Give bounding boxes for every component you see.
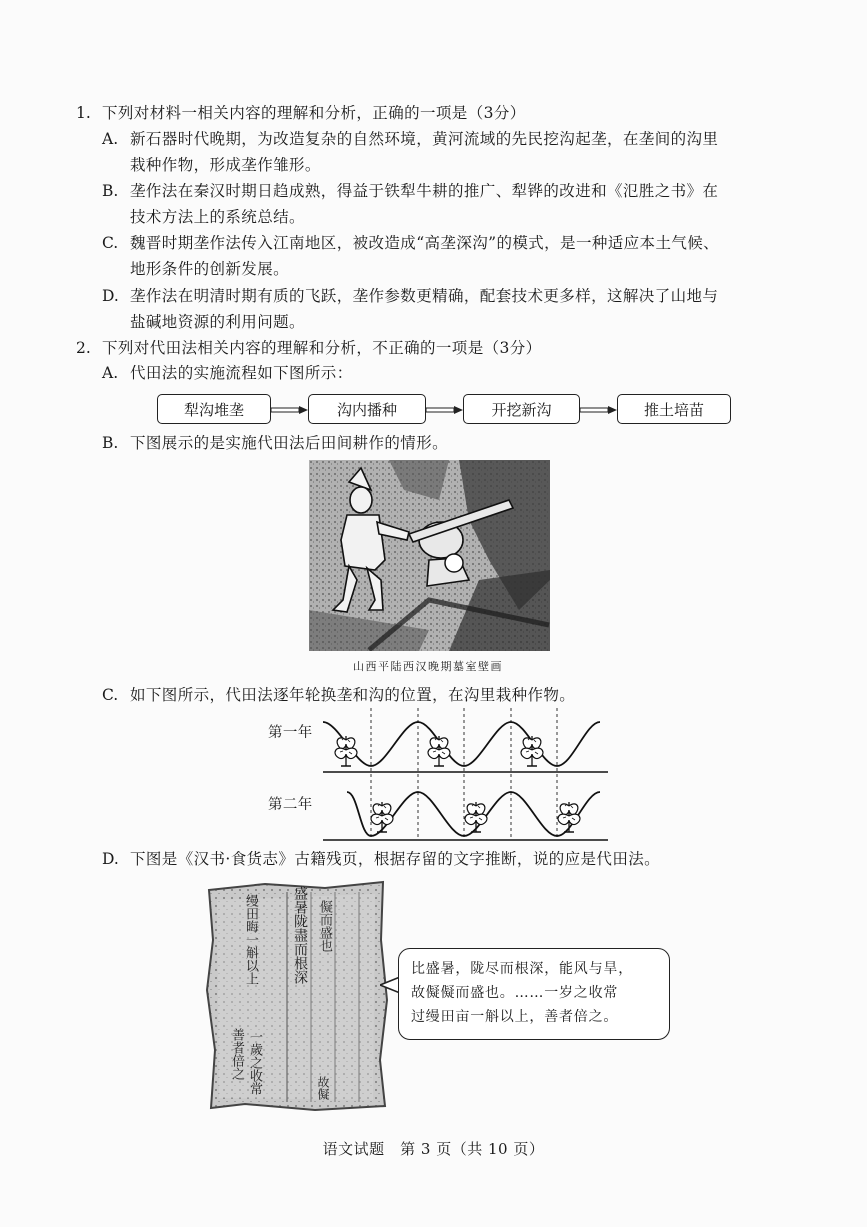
q1-option-a-line1: 新石器时代晚期，为改造复杂的自然环境，黄河流域的先民挖沟起垄，在垄间的沟里 xyxy=(130,130,719,148)
q1-option-c-line2: 地形条件的创新发展。 xyxy=(130,260,290,278)
q2-option-a-text: 代田法的实施流程如下图所示： xyxy=(130,364,353,382)
year2-label: 第二年 xyxy=(268,797,313,813)
flow-step-1: 犁沟堆垄 xyxy=(157,394,271,424)
ridge-furrow-diagram xyxy=(318,708,608,846)
flow-step-3: 开挖新沟 xyxy=(463,394,580,424)
mural-caption: 山西平陆西汉晚期墓室壁画 xyxy=(353,660,503,673)
q2-number: 2. xyxy=(76,339,91,357)
q2-option-d-text: 下图是《汉书·食货志》古籍残页，根据存留的文字推断，说的应是代田法。 xyxy=(130,850,661,868)
flow-arrow-icon xyxy=(580,406,617,414)
q1-option-a-line2: 栽种作物，形成垄作雏形。 xyxy=(130,156,321,174)
q1-option-b-line1: 垄作法在秦汉时期日趋成熟，得益于铁犁牛耕的推广、犁铧的改进和《氾胜之书》在 xyxy=(130,182,719,200)
mural-image xyxy=(309,460,550,651)
flow-arrow-icon xyxy=(271,406,308,414)
q2-stem: 下列对代田法相关内容的理解和分析，不正确的一项是（3分） xyxy=(102,339,542,357)
fragment-col-2: 盛暑陇盡而根深 xyxy=(292,886,308,984)
bubble-line-3: 过缦田亩一斛以上，善者倍之。 xyxy=(411,1009,619,1025)
year1-label: 第一年 xyxy=(268,725,313,741)
q1-number: 1. xyxy=(76,104,91,122)
fragment-col-1: 缦田晦一斛以上 xyxy=(243,894,258,985)
transcription-bubble xyxy=(398,948,670,1040)
q2-option-c-letter: C. xyxy=(102,686,119,704)
flow-arrow-icon xyxy=(426,406,463,414)
q2-option-d-letter: D. xyxy=(102,850,119,868)
bubble-line-1: 比盛暑，陇尽而根深，能风与旱， xyxy=(411,961,633,977)
q1-option-d-line1: 垄作法在明清时期有质的飞跃，垄作参数更精确，配套技术更多样，这解决了山地与 xyxy=(130,287,719,305)
q2-option-a-letter: A. xyxy=(102,364,119,382)
q1-option-c-line1: 魏晋时期垄作法传入江南地区，被改造成“高垄深沟”的模式，是一种适应本土气候、 xyxy=(130,234,720,252)
q1-option-d-line2: 盐碱地资源的利用问题。 xyxy=(130,313,305,331)
q2-option-b-text: 下图展示的是实施代田法后田间耕作的情形。 xyxy=(130,434,449,452)
flow-step-2: 沟内播种 xyxy=(308,394,426,424)
q2-option-c-text: 如下图所示，代田法逐年轮换垄和沟的位置，在沟里栽种作物。 xyxy=(130,686,576,704)
q1-stem: 下列对材料一相关内容的理解和分析，正确的一项是（3分） xyxy=(102,104,526,122)
q1-option-b-line2: 技术方法上的系统总结。 xyxy=(130,208,305,226)
q2-option-b-letter: B. xyxy=(102,434,119,452)
ancient-book-fragment xyxy=(205,880,388,1112)
bubble-line-2: 故儗儗而盛也。……一岁之收常 xyxy=(411,985,619,1001)
fragment-col-3: 儗而盛也 xyxy=(317,900,332,952)
fragment-col-5: 善者倍之 xyxy=(229,1028,244,1080)
q1-option-a-letter: A. xyxy=(102,130,119,148)
fragment-col-4: 一歲之收常 xyxy=(247,1030,262,1095)
page-footer: 语文试题 第 3 页（共 10 页） xyxy=(322,1140,545,1158)
q1-option-d-letter: D. xyxy=(102,287,119,305)
q1-option-c-letter: C. xyxy=(102,234,119,252)
q1-option-b-letter: B. xyxy=(102,182,119,200)
flow-step-4: 推土培苗 xyxy=(617,394,731,424)
fragment-col-6: 故儗 xyxy=(316,1076,330,1100)
